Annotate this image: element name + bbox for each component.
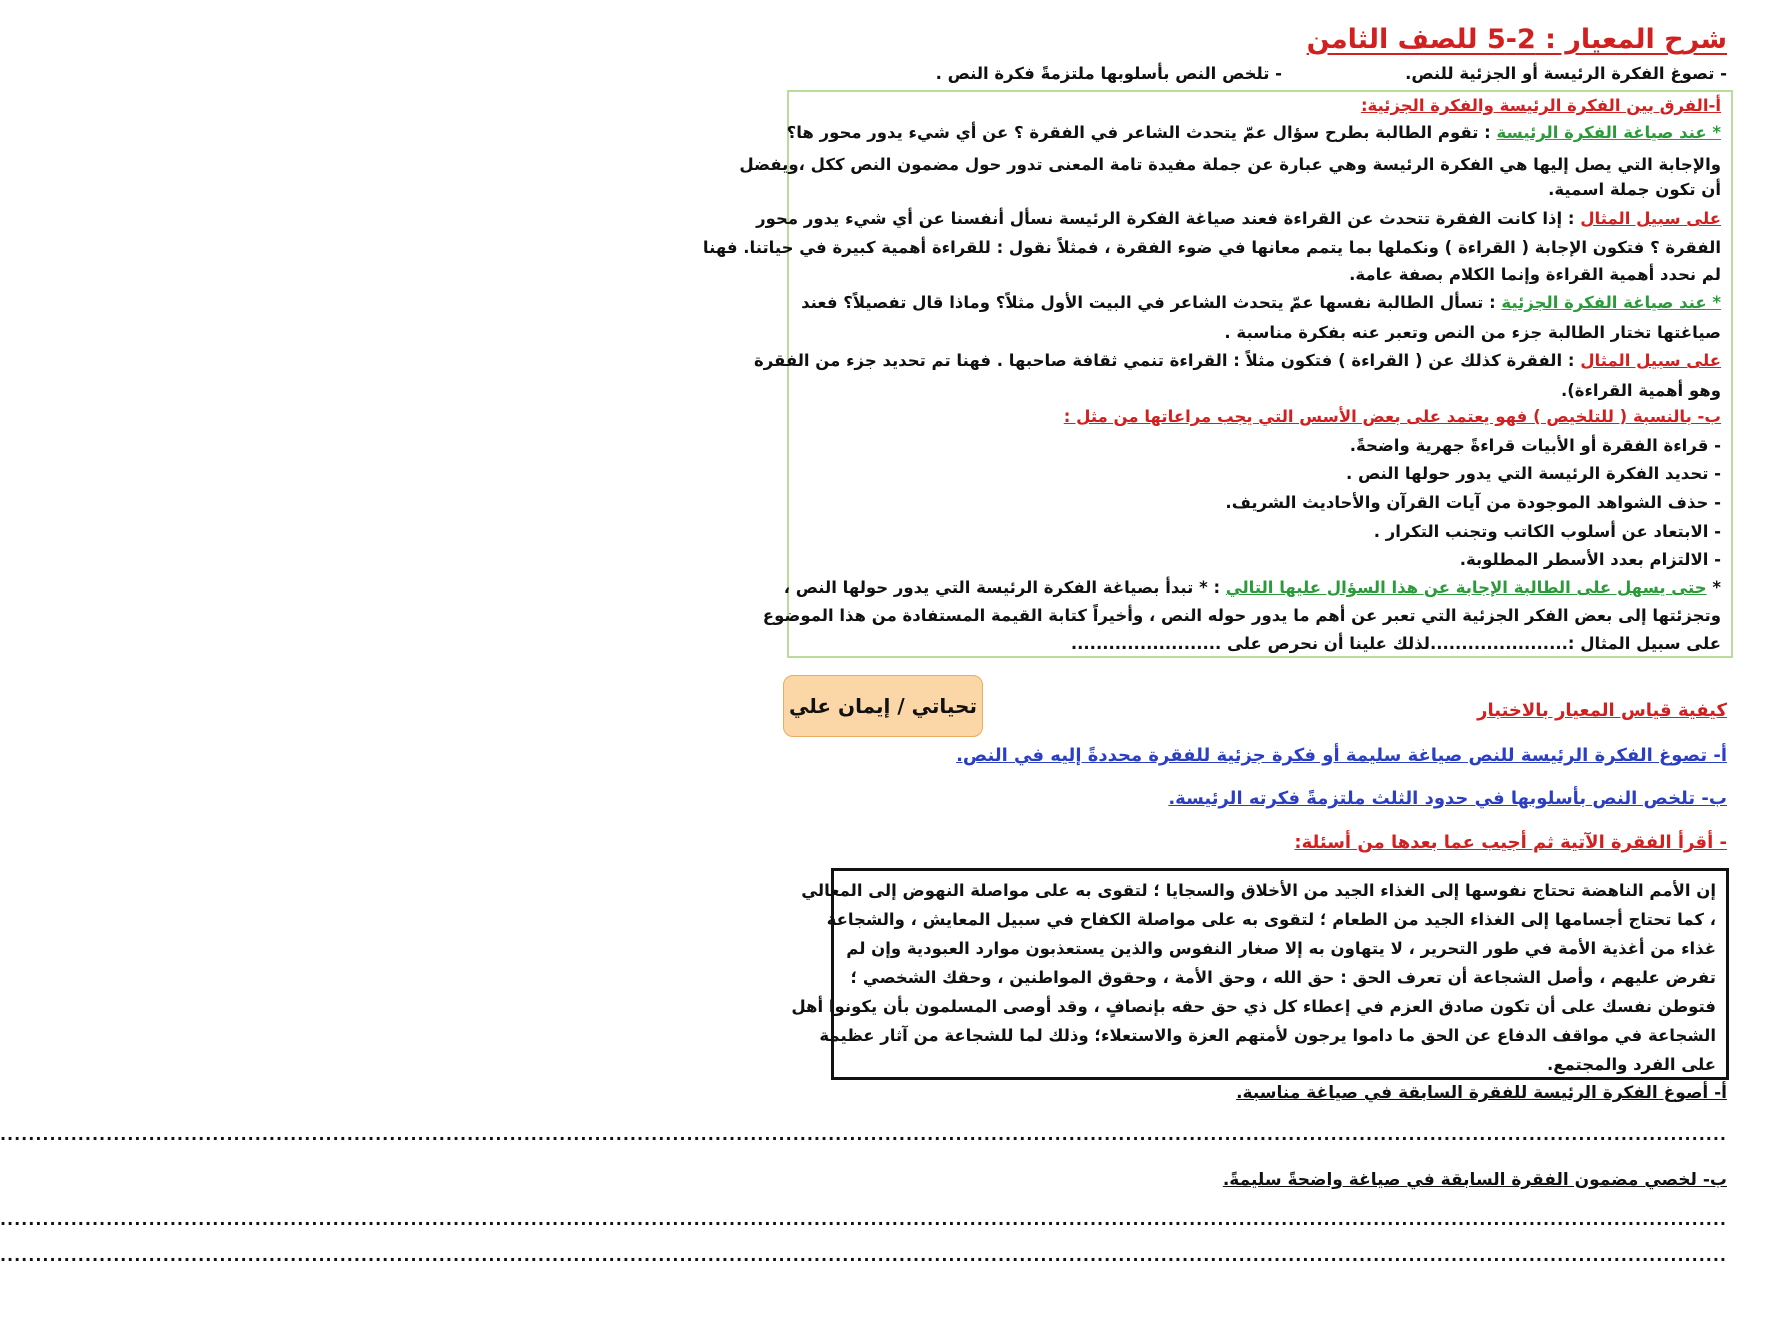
summary-rule: - الالتزام بعدد الأسطر المطلوبة. xyxy=(1459,550,1721,569)
measurement-criterion-b: ب- تلخص النص بأسلوبها في حدود الثلث ملتزمةً فكرته الرئيسة. xyxy=(1168,788,1727,809)
passage-line: الشجاعة في مواقف الدفاع عن الحق ما داموا يرجون لأمتهم العزة والاستعلاء؛ وذلك لما للشجاعة من آثار عظيمة xyxy=(819,1026,1716,1045)
hint-label: حتى يسهل على الطالبة الإجابة عن هذا السؤال عليها التالي xyxy=(1225,578,1707,597)
author-signature: تحياتي / إيمان علي xyxy=(783,675,983,737)
explanation-line: لم نحدد أهمية القراءة وإنما الكلام بصفة عامة. xyxy=(1349,265,1721,284)
question-b: ب- لخصي مضمون الفقرة السابقة في صياغة واضحةً سليمةً. xyxy=(1222,1170,1727,1190)
explanation-box xyxy=(702,90,1733,658)
explanation-line: وتجزئتها إلى بعض الفكر الجزئية التي تعبر عن أهم ما يدور حوله النص ، وأخيراً كتابة القيمة المستفادة من هذا الموضوع xyxy=(762,606,1721,625)
passage-line: غذاء من أغذية الأمة في طور التحرير ، لا يتهاون به إلا صغار النفوس والذين يستعذبون موارد العبودية وإن لم xyxy=(846,939,1716,958)
measurement-criterion-a: أ- تصوغ الفكرة الرئيسة للنص صياغة سليمة أو فكرة جزئية للفقرة محددةً إليه في النص. xyxy=(956,745,1727,766)
measurement-heading: كيفية قياس المعيار بالاختبار xyxy=(1477,700,1727,721)
answer-line[interactable]: .................................................................................................................................................................................................................................................... xyxy=(0,1210,1727,1229)
passage-box xyxy=(791,868,1729,1080)
explanation-line xyxy=(787,121,1721,145)
explanation-line: الفقرة ؟ فتكون الإجابة ( القراءة ) ونكملها بما يتمم معانها في ضوء الفقرة ، فمثلاً نقول : للقراءة أهمية كبيرة في حياتنا. فهنا xyxy=(702,238,1721,257)
explanation-line xyxy=(756,207,1721,231)
question-a: أ- أصوغ الفكرة الرئيسة للفقرة السابقة في صياغة مناسبة. xyxy=(1236,1083,1727,1103)
example-text: : إذا كانت الفقرة تتحدث عن القراءة فعند صياغة الفكرة الرئيسة نسأل أنفسنا عن أي شيء يدور محور xyxy=(756,209,1581,228)
example-label: على سبيل المثال xyxy=(1580,351,1721,370)
passage-line: إن الأمم الناهضة تحتاج نفوسها إلى الغذاء الجيد من الأخلاق والسجايا ؛ لتقوى به على مواصلة النهوض إلى المعالي xyxy=(801,881,1716,900)
explanation-line: أن تكون جملة اسمية. xyxy=(1548,180,1721,199)
passage-line: ، كما تحتاج أجسامها إلى الغذاء الجيد من الطعام ؛ لتقوى به على مواصلة الكفاح في سبيل المعايش ، والشجاعة xyxy=(826,910,1716,929)
hint-text: : * تبدأ بصياغة الفكرة الرئيسة التي يدور حولها النص ، xyxy=(783,578,1226,597)
explanation-line xyxy=(784,576,1721,600)
example-text: : الفقرة كذلك عن ( القراءة ) فتكون مثلاً : القراءة تنمي ثقافة صاحبها . فهنا تم تحديد جزء من الفقرة xyxy=(753,351,1581,370)
explanation-line: على سبيل المثال :......................لذلك علينا أن نحرص على ........................ xyxy=(1070,634,1721,653)
sub-idea-text: : تسأل الطالبة نفسها عمّ يتحدث الشاعر في البيت الأول مثلاً؟ وماذا قال تفصيلاً؟ فعند xyxy=(801,293,1502,312)
standard-b: - تلخص النص بأسلوبها ملتزمةً فكرة النص . xyxy=(935,64,1282,83)
main-idea-text: : تقوم الطالبة بطرح سؤال عمّ يتحدث الشاعر في الفقرة ؟ عن أي شيء يدور محور ها؟ xyxy=(786,123,1497,142)
answer-line[interactable]: .................................................................................................................................................................................................................................................... xyxy=(0,1246,1727,1265)
passage-line: على الفرد والمجتمع. xyxy=(1546,1055,1716,1074)
summary-rule: - تحديد الفكرة الرئيسة التي يدور حولها النص . xyxy=(1346,464,1721,483)
explanation-line: صياغتها تختار الطالبة جزء من النص وتعبر عنه بفكرة مناسبة . xyxy=(1224,323,1721,342)
reading-instruction: - أقرأ الفقرة الآتية ثم أجيب عما بعدها من أسئلة: xyxy=(1294,832,1727,853)
summary-rule: - حذف الشواهد الموجودة من آيات القرآن والأحاديث الشريف. xyxy=(1225,493,1721,512)
explanation-heading-b: ب- بالنسبة ( للتلخيص ) فهو يعتمد على بعض الأسس التي يجب مراعاتها من مثل : xyxy=(1063,407,1721,426)
explanation-line: والإجابة التي يصل إليها هي الفكرة الرئيسة وهي عبارة عن جملة مفيدة تامة المعنى تدور حول مضمون النص ككل ،ويفضل xyxy=(739,155,1721,174)
explanation-line: وهو أهمية القراءة). xyxy=(1560,381,1721,400)
standard-a: - تصوغ الفكرة الرئيسة أو الجزئية للنص. xyxy=(1405,64,1727,83)
passage-line: فتوطن نفسك على أن تكون صادق العزم في إعطاء كل ذي حق حقه بإنصافٍ ، وقد أوصى المسلمون بأن يكونوا أهل xyxy=(791,997,1716,1016)
sub-idea-label: * عند صياغة الفكرة الجزئية xyxy=(1501,293,1721,312)
explanation-line xyxy=(801,291,1721,315)
main-idea-label: * عند صياغة الفكرة الرئيسة xyxy=(1496,123,1721,142)
answer-line[interactable]: .................................................................................................................................................................................................................................................... xyxy=(0,1125,1727,1144)
star-marker: * xyxy=(1706,578,1721,597)
summary-rule: - الابتعاد عن أسلوب الكاتب وتجنب التكرار . xyxy=(1373,522,1721,541)
passage-line: تفرض عليهم ، وأصل الشجاعة أن تعرف الحق : حق الله ، وحق الأمة ، وحقوق المواطنين ، وحقك الشخصي ؛ xyxy=(850,968,1716,987)
page-title: شرح المعيار : 2-5 للصف الثامن xyxy=(1306,24,1727,55)
summary-rule: - قراءة الفقرة أو الأبيات قراءةً جهرية واضحةً. xyxy=(1349,436,1721,455)
example-label: على سبيل المثال xyxy=(1580,209,1721,228)
explanation-line xyxy=(754,349,1721,373)
explanation-heading-a: أ-الفرق بين الفكرة الرئيسة والفكرة الجزئية: xyxy=(1360,96,1721,115)
